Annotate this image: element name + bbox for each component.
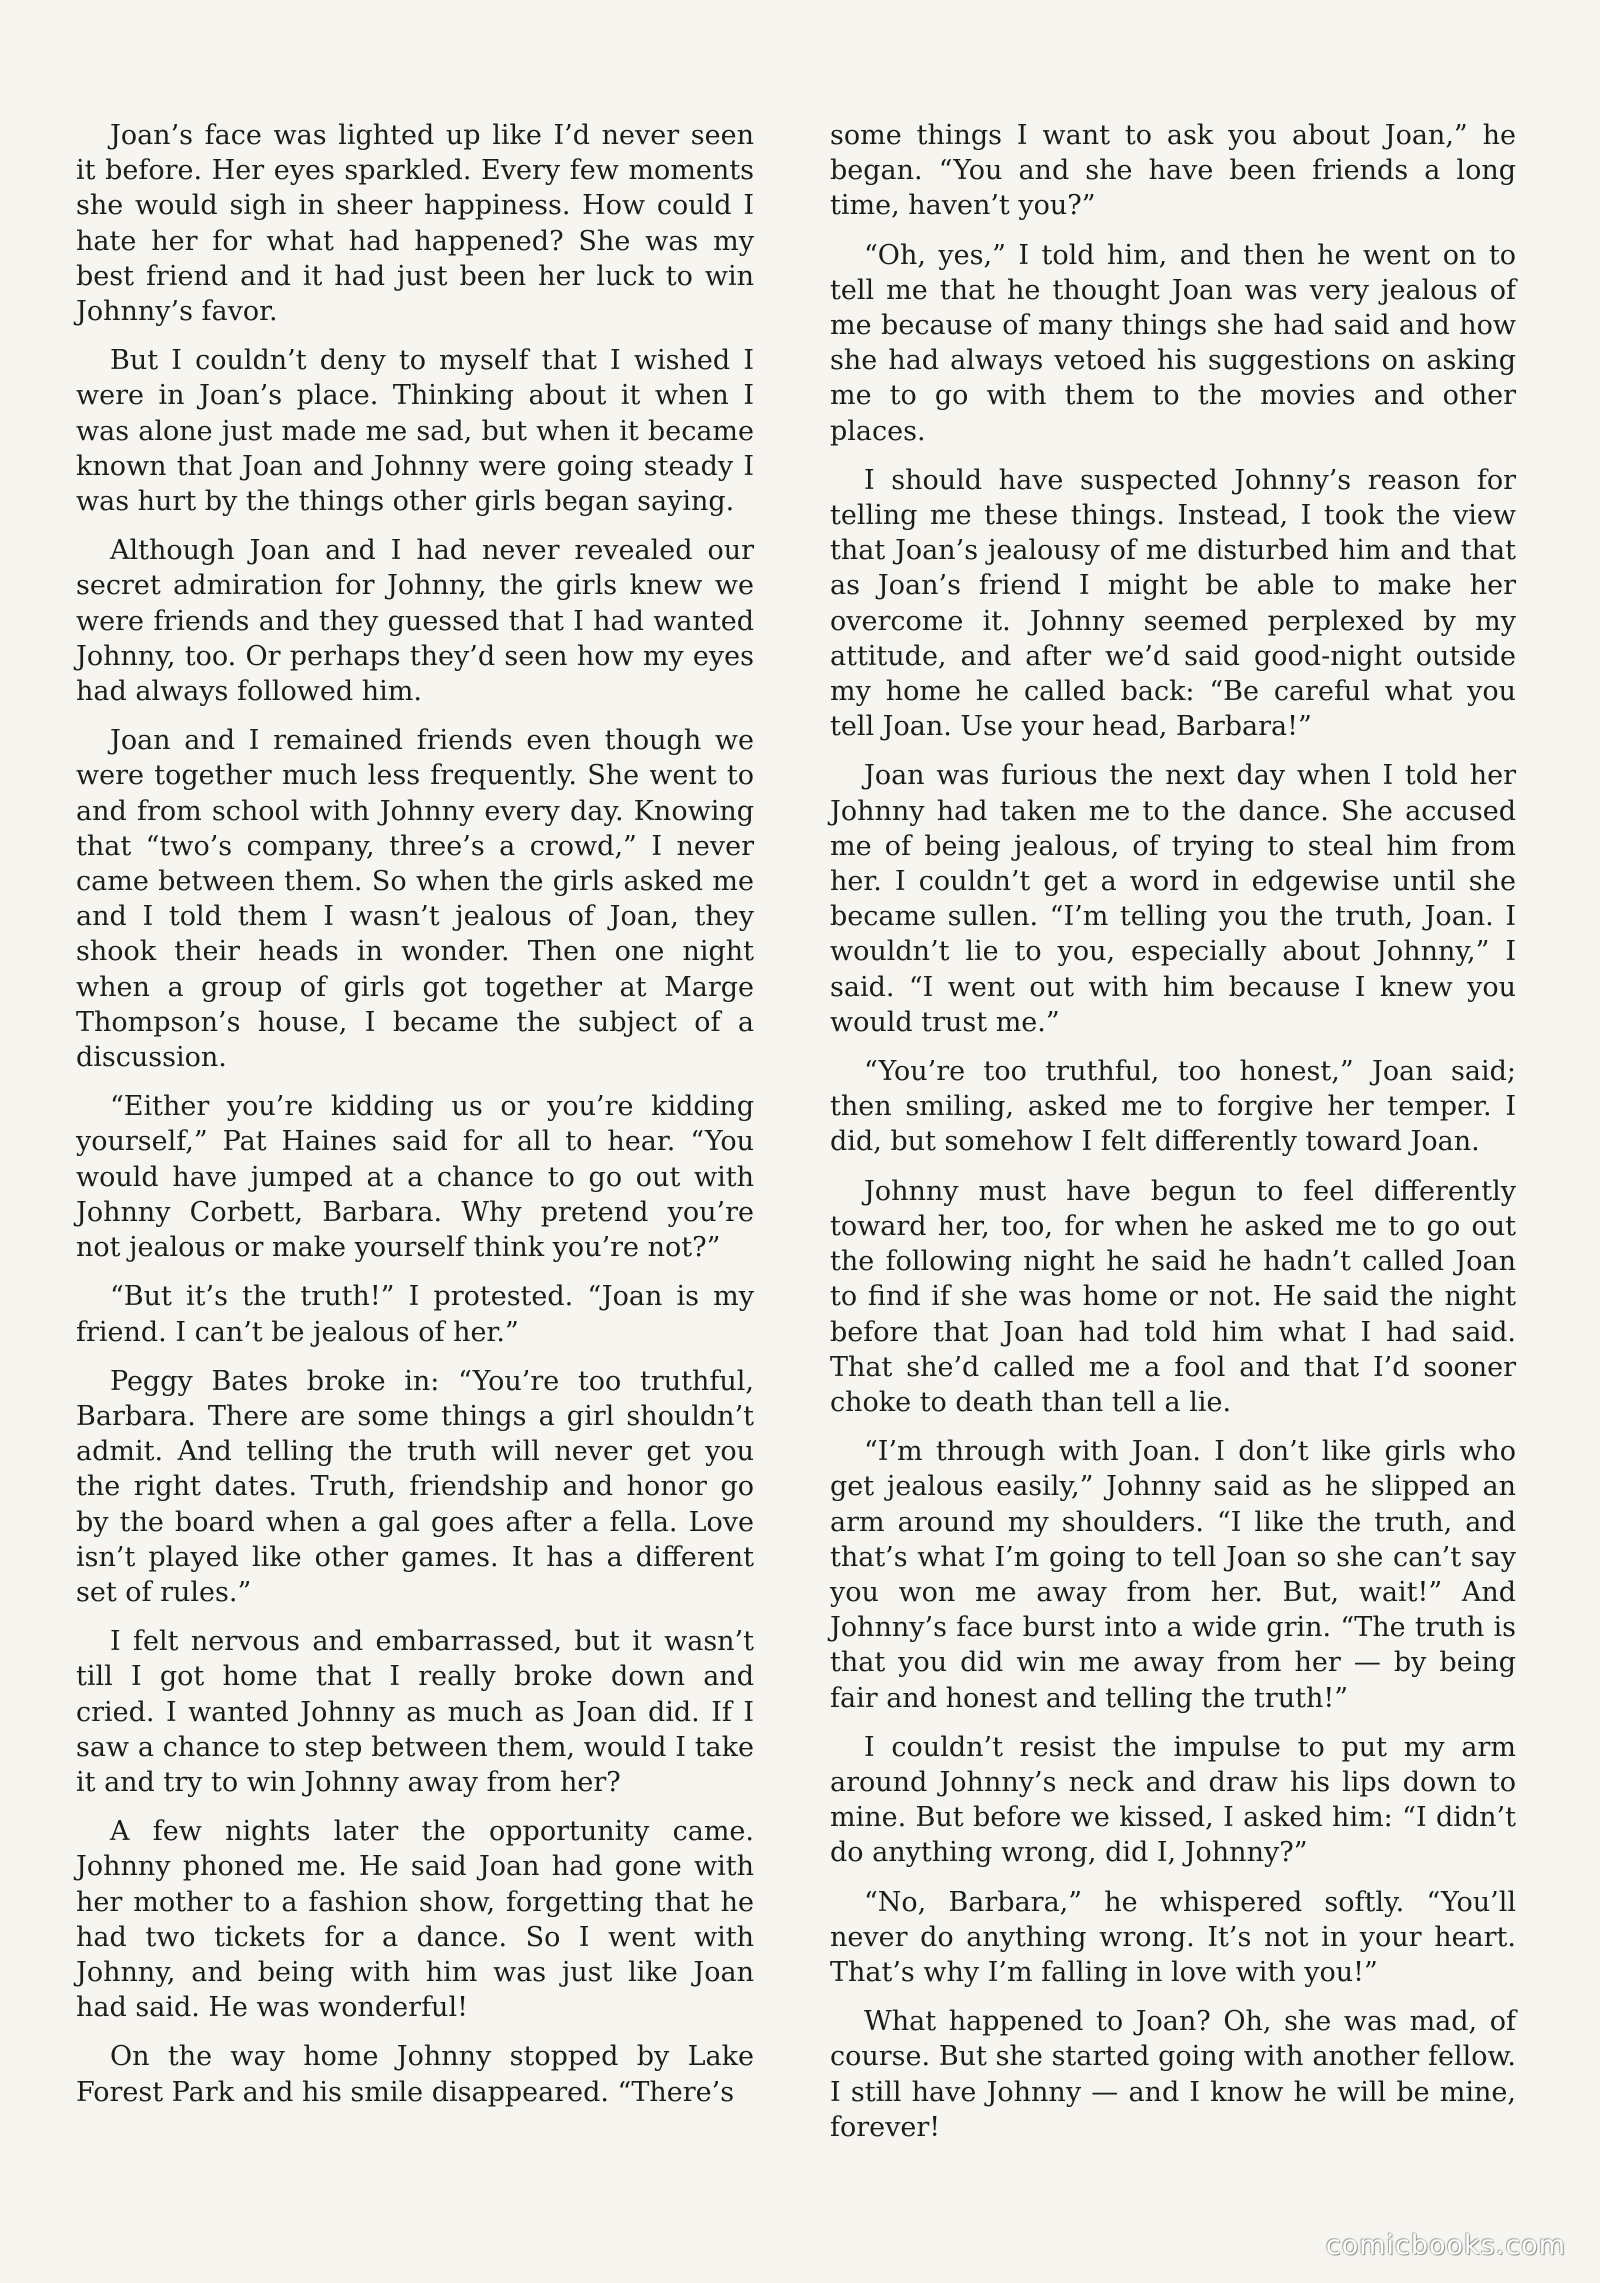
paragraph: What happened to Joan? Oh, she was mad, of course. But she started going with another fellow. I still have Johnny — and I know he will be mine, forever! xyxy=(830,2006,1516,2143)
right-text-column xyxy=(830,118,1516,2159)
paragraph: “Oh, yes,” I told him, and then he went on to tell me that he thought Joan was very jealous of me because of many things she had said and how she had always vetoed his suggestions on asking me to go with them to the movies and other places. xyxy=(830,239,1516,447)
paragraph: “Either you’re kidding us or you’re kidding yourself,” Pat Haines said for all to hear. “You would have jumped at a chance to go out with Johnny Corbett, Barbara. Why pretend you’re not jealous or make yourself think you’re not?” xyxy=(76,1091,754,1264)
paragraph-continued: some things I want to ask you about Joan,” he began. “You and she have been friends a long time, haven’t you?” xyxy=(830,120,1516,222)
paragraph: “No, Barbara,” he whispered softly. “You’ll never do anything wrong. It’s not in your heart. That’s why I’m falling in love with you!” xyxy=(830,1886,1516,1988)
paragraph: I felt nervous and embarrassed, but it wasn’t till I got home that I really broke down and cried. I wanted Johnny as much as Joan did. If I saw a chance to step between them, would I take it and try to win Johnny away from her? xyxy=(76,1626,754,1798)
paragraph: Although Joan and I had never revealed our secret admiration for Johnny, the girls knew we were friends and they guessed that I had wanted Johnny, too. Or perhaps they’d seen how my eyes had always followed him. xyxy=(76,535,754,708)
paragraph: I should have suspected Johnny’s reason for telling me these things. Instead, I took the view that Joan’s jealousy of me disturbed him and that as Joan’s friend I might be able to make her overcome it. Johnny seemed perplexed by my attitude, and after we’d said good-night outside my home he called back: “Be careful what you tell Joan. Use your head, Barbara!” xyxy=(830,464,1516,743)
paragraph: Joan and I remained friends even though we were together much less frequently. She went to and from school with Johnny every day. Knowing that “two’s company, three’s a crowd,” I never came between them. So when the girls asked me and I told them I wasn’t jealous of Joan, they shook their heads in wonder. Then one night when a group of girls got together at Marge Thompson’s house, I became the subject of a discussion. xyxy=(76,725,754,1074)
paragraph: A few nights later the opportunity came. Johnny phoned me. He said Joan had gone with her mother to a fashion show, forgetting that he had two tickets for a dance. So I went with Johnny, and being with him was just like Joan had said. He was wonderful! xyxy=(76,1816,754,2024)
paragraph: “I’m through with Joan. I don’t like girls who get jealous easily,” Johnny said as he slipped an arm around my shoulders. “I like the truth, and that’s what I’m going to tell Joan so she can’t say you won me away from her. But, wait!” And Johnny’s face burst into a wide grin. “The truth is that you did win me away from her — by being fair and honest and telling the truth!” xyxy=(830,1436,1516,1714)
paragraph: Peggy Bates broke in: “You’re too truthful, Barbara. There are some things a girl shouldn’t admit. And telling the truth will never get you the right dates. Truth, friendship and honor go by the board when a gal goes after a fella. Love isn’t played like other games. It has a different set of rules.” xyxy=(76,1365,754,1608)
paragraph: “You’re too truthful, too honest,” Joan said; then smiling, asked me to forgive her temper. I did, but somehow I felt differently toward Joan. xyxy=(830,1056,1516,1158)
paragraph: On the way home Johnny stopped by Lake Forest Park and his smile disappeared. “There’s xyxy=(76,2041,754,2108)
paragraph: But I couldn’t deny to myself that I wished I were in Joan’s place. Thinking about it when I was alone just made me sad, but when it became known that Joan and Johnny were going steady I was hurt by the things other girls began saying. xyxy=(76,345,754,518)
left-text-column xyxy=(76,118,754,2124)
paragraph: Joan was furious the next day when I told her Johnny had taken me to the dance. She accused me of being jealous, of trying to steal him from her. I couldn’t get a word in edgewise until she became sullen. “I’m telling you the truth, Joan. I wouldn’t lie to you, especially about Johnny,” I said. “I went out with him because I knew you would trust me.” xyxy=(830,760,1516,1038)
paragraph: Johnny must have begun to feel differently toward her, too, for when he asked me to go out the following night he said he hadn’t called Joan to find if she was home or not. He said the night before that Joan had told him what I had said. That she’d called me a fool and that I’d sooner choke to death than tell a lie. xyxy=(830,1175,1516,1418)
paragraph: Joan’s face was lighted up like I’d never seen it before. Her eyes sparkled. Every few moments she would sigh in sheer happiness. How could I hate her for what had happened? She was my best friend and it had just been her luck to win Johnny’s favor. xyxy=(76,120,754,328)
paragraph: I couldn’t resist the impulse to put my arm around Johnny’s neck and draw his lips down to mine. But before we kissed, I asked him: “I didn’t do anything wrong, did I, Johnny?” xyxy=(830,1731,1516,1869)
paragraph: “But it’s the truth!” I protested. “Joan is my friend. I can’t be jealous of her.” xyxy=(76,1281,754,1348)
watermark: comicbooks.com xyxy=(1325,2230,1566,2261)
